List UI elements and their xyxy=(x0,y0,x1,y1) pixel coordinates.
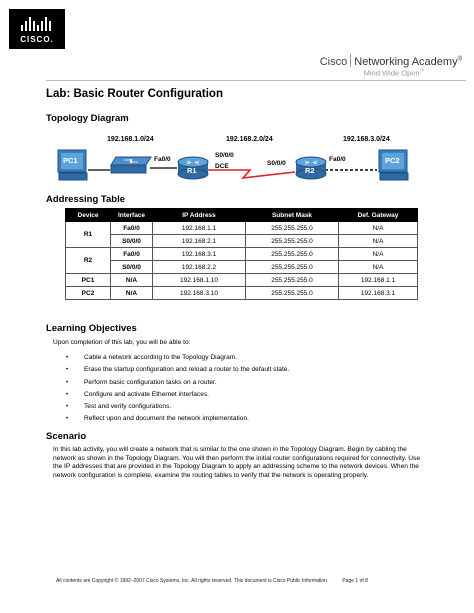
r2-label: R2 xyxy=(305,166,315,175)
cell-gateway: 192.168.1.1 xyxy=(339,274,418,287)
table-row xyxy=(66,287,418,300)
list-item xyxy=(62,413,289,425)
pc1-icon xyxy=(57,149,89,183)
cell-mask: 255.255.255.0 xyxy=(246,274,339,287)
academy-cisco: Cisco xyxy=(319,56,348,68)
pc2-label: PC2 xyxy=(385,156,400,165)
cisco-bars-icon xyxy=(21,17,53,31)
list-item xyxy=(62,377,289,389)
network-label-2: 192.168.2.0/24 xyxy=(226,136,273,143)
cell-ip: 192.168.2.2 xyxy=(153,261,246,274)
cell-mask: 255.255.255.0 xyxy=(246,248,339,261)
cell-device: R1 xyxy=(66,222,111,248)
bullet-icon: • xyxy=(66,367,69,374)
link-serial xyxy=(207,170,295,178)
cell-interface: Fa0/0 xyxy=(111,248,153,261)
objective-text: Erase the startup configuration and reload a router to the default state. xyxy=(84,366,290,374)
network-label-1: 192.168.1.0/24 xyxy=(107,136,154,143)
scenario-heading: Scenario xyxy=(46,431,87,442)
col-device: Device xyxy=(66,209,111,222)
cell-ip: 192.168.1.10 xyxy=(153,274,246,287)
col-interface: Interface xyxy=(111,209,153,222)
cell-gateway: 192.168.3.1 xyxy=(339,287,418,300)
cell-gateway: N/A xyxy=(339,248,418,261)
col-mask: Subnet Mask xyxy=(246,209,339,222)
cell-mask: 255.255.255.0 xyxy=(246,261,339,274)
pc1-label: PC1 xyxy=(63,156,78,165)
academy-mark: ® xyxy=(457,56,462,63)
cell-ip: 192.168.1.1 xyxy=(153,222,246,235)
academy-name: Networking Academy xyxy=(354,56,458,68)
switch-icon xyxy=(110,156,152,174)
cisco-logo-word: CISCO. xyxy=(20,35,54,44)
topology-links xyxy=(55,146,415,188)
col-ip: IP Address xyxy=(153,209,246,222)
topology-heading: Topology Diagram xyxy=(46,113,129,124)
table-row xyxy=(66,235,418,248)
objective-text: Test and verify configurations. xyxy=(84,403,172,411)
bullet-icon: • xyxy=(66,355,69,361)
bullet-icon: • xyxy=(66,416,69,423)
cell-gateway: N/A xyxy=(339,235,418,248)
addressing-table xyxy=(65,208,418,300)
list-item xyxy=(62,352,289,364)
addressing-heading: Addressing Table xyxy=(46,194,126,205)
cell-ip: 192.168.3.10 xyxy=(153,287,246,300)
cell-interface: N/A xyxy=(111,274,153,287)
col-gateway: Def. Gateway xyxy=(339,209,418,222)
objectives-list xyxy=(62,352,289,426)
r1-label: R1 xyxy=(187,166,197,175)
academy-separator xyxy=(350,54,351,67)
topology-diagram xyxy=(55,136,415,188)
objectives-heading: Learning Objectives xyxy=(46,323,137,334)
cell-ip: 192.168.3.1 xyxy=(153,248,246,261)
r1-fa-label: Fa0/0 xyxy=(154,156,171,163)
cell-interface: Fa0/0 xyxy=(111,222,153,235)
cell-interface: N/A xyxy=(111,287,153,300)
list-item xyxy=(62,389,289,401)
cisco-logo xyxy=(9,9,65,49)
header-rule xyxy=(46,80,466,81)
list-item xyxy=(62,401,289,413)
table-header-row xyxy=(66,209,418,222)
cell-ip: 192.168.2.1 xyxy=(153,235,246,248)
r1-serial-label: S0/0/0 xyxy=(215,152,234,159)
lab-title: Lab: Basic Router Configuration xyxy=(46,88,223,100)
bullet-icon: • xyxy=(66,379,69,386)
objectives-intro: Upon completion of this lab, you will be able to: xyxy=(53,339,191,346)
networking-academy-logo xyxy=(320,54,462,78)
cell-gateway: N/A xyxy=(339,222,418,235)
bullet-icon: • xyxy=(66,404,69,411)
table-row xyxy=(66,274,418,287)
objective-text: Reflect upon and document the network implementation. xyxy=(84,415,249,423)
cell-interface: S0/0/0 xyxy=(111,261,153,274)
academy-tagline-mark: ™ xyxy=(419,68,425,74)
cell-mask: 255.255.255.0 xyxy=(246,287,339,300)
r2-fa-label: Fa0/0 xyxy=(329,156,346,163)
cell-device: PC1 xyxy=(66,274,111,287)
objective-text: Perform basic configuration tasks on a router. xyxy=(84,378,217,386)
objective-text: Configure and activate Ethernet interfaces. xyxy=(84,390,209,398)
page-footer xyxy=(56,578,368,584)
scenario-text: In this lab activity, you will create a network that is similar to the one shown in the Topology Diagram. Begin by cabling the network as shown in the Topology Diagram. You will then perform the initial router configurations required for connectivity. Use the IP addresses that are provided in the Topology Diagram to apply an addressing scheme to the network devices. When the network configuration is complete, examine the routing tables to verify that the network is operating properly. xyxy=(53,446,420,479)
cell-device: PC2 xyxy=(66,287,111,300)
pc2-icon xyxy=(378,149,410,183)
footer-page-number: Page 1 of 8 xyxy=(342,578,368,584)
cell-interface: S0/0/0 xyxy=(111,235,153,248)
objective-text: Cable a network according to the Topology Diagram. xyxy=(84,354,238,361)
bullet-icon: • xyxy=(66,391,69,398)
table-row xyxy=(66,222,418,235)
network-label-3: 192.168.3.0/24 xyxy=(343,136,390,143)
cell-gateway: N/A xyxy=(339,261,418,274)
cell-mask: 255.255.255.0 xyxy=(246,222,339,235)
r2-serial-label: S0/0/0 xyxy=(267,160,286,167)
table-row xyxy=(66,248,418,261)
footer-copyright: All contents are Copyright © 1992–2007 Cisco Systems, Inc. All rights reserved. This document is Cisco Public Information. xyxy=(56,578,329,584)
table-row xyxy=(66,261,418,274)
dce-label: DCE xyxy=(215,163,229,170)
list-item xyxy=(62,364,289,376)
academy-tagline: Mind Wide Open xyxy=(363,68,420,78)
cell-mask: 255.255.255.0 xyxy=(246,235,339,248)
cell-device: R2 xyxy=(66,248,111,274)
